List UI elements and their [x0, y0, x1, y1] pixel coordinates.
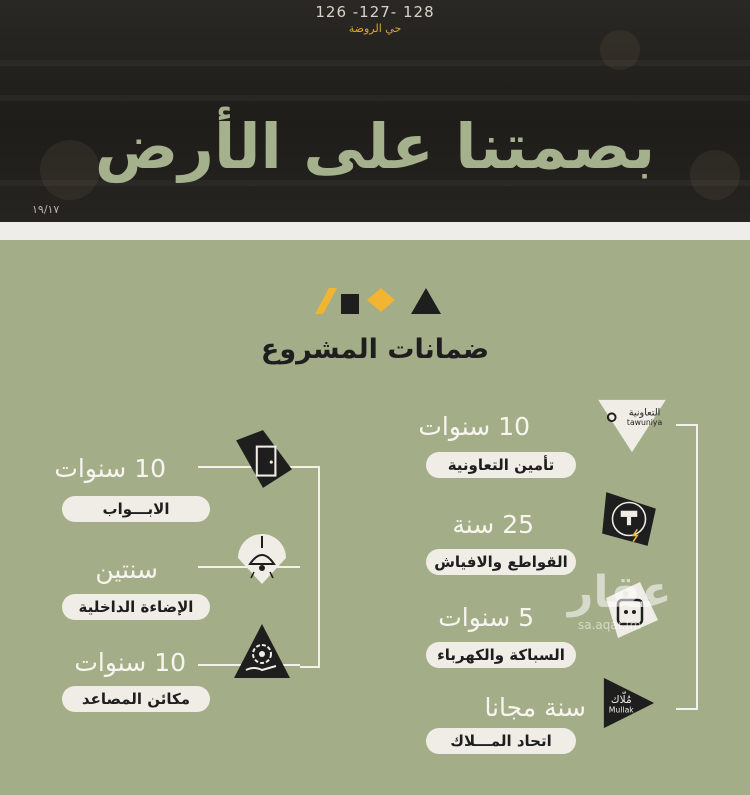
plumbing-warranty-value: 5 سنوات [438, 603, 534, 632]
insurance-label: تأمين التعاونية [426, 452, 576, 478]
lighting-label: الإضاءة الداخلية [62, 594, 210, 620]
page-indicator: ١٩/١٧ [32, 203, 60, 216]
breakers-label: القواطع والافياش [426, 549, 576, 575]
owners-union-label: اتحاد المـــلاك [426, 728, 576, 754]
door-icon [232, 428, 294, 490]
gear-hand-icon [232, 622, 292, 682]
hero-bokeh [600, 30, 640, 70]
left-bracket [300, 466, 320, 668]
hero-shelf [0, 60, 750, 66]
aqar-watermark: عقار [568, 567, 672, 618]
district-name: حي الروضة [348, 22, 402, 35]
doors-label: الابـــواب [62, 496, 210, 522]
mullak-logo [600, 674, 658, 732]
tawuniya-logo-text-ar: التعاونية [628, 407, 661, 419]
elevator-label: مكائن المصاعد [62, 686, 210, 712]
tawuniya-logo-text-en: tawuniya [626, 418, 663, 427]
right-bracket [676, 424, 698, 710]
lighting-warranty-value: سنتين [95, 555, 158, 584]
insurance-warranty-value: 10 سنوات [418, 412, 530, 441]
faucet-plug-icon [598, 488, 660, 550]
tawuniya-logo [596, 396, 668, 454]
plumbing-label: السباكة والكهرباء [426, 642, 576, 668]
hero-shelf [0, 95, 750, 101]
mullak-logo-text-ar: مُلّاك [610, 693, 632, 706]
owners-union-warranty-value: سنة مجانا [484, 693, 586, 722]
aqar-watermark-url: sa.aqar.fm [578, 618, 642, 632]
doors-warranty-value: 10 سنوات [54, 454, 166, 483]
breakers-warranty-value: 25 سنة [452, 510, 534, 539]
hero-title: بصمتنا على الأرض [94, 110, 656, 183]
section-title: ضمانات المشروع [260, 334, 490, 365]
mullak-logo-text-en: Mullak [608, 705, 634, 715]
plot-numbers: 126 -127- 128 [315, 3, 435, 21]
elevator-warranty-value: 10 سنوات [74, 648, 186, 677]
ceiling-lamp-icon [232, 528, 292, 588]
hero-banner [0, 0, 750, 222]
brand-logo-shapes [315, 282, 445, 314]
